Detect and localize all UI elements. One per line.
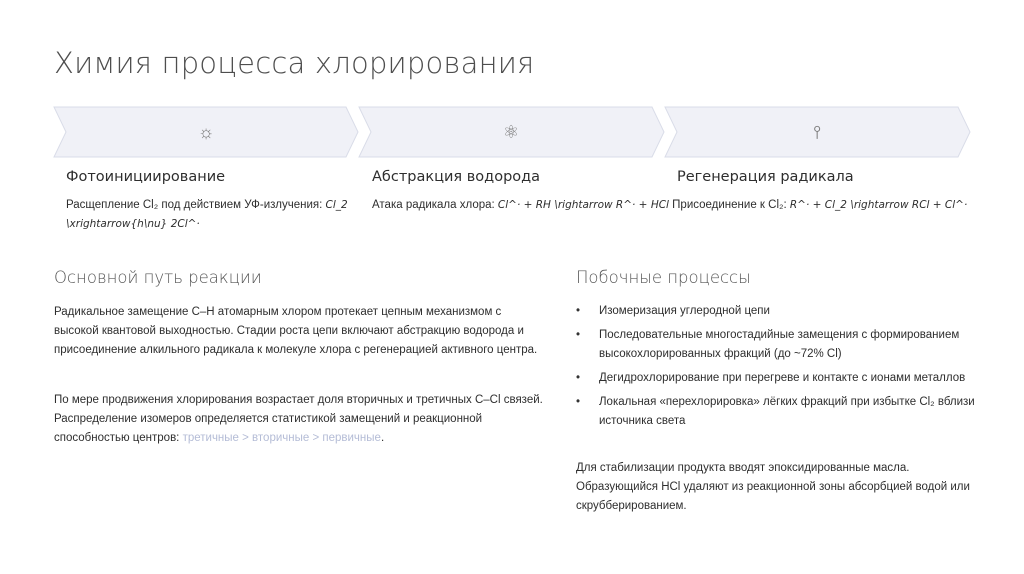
page-title: Химия процесса хлорирования bbox=[54, 46, 535, 80]
stabilization-note: Для стабилизации продукта вводят эпоксидированные масла. Образующийся HCl удаляют из реакционной зоны абсорбцией водой или скрубберированием. bbox=[576, 462, 970, 512]
list-item: • Локальная «перехлорировка» лёгких фракций при избытке Cl₂ вблизи источника света bbox=[576, 393, 976, 431]
reagent-icon: ⫯ bbox=[813, 122, 821, 142]
step-2-formula-2: R^· + Cl_2 \rightarrow RCl + Cl^· bbox=[789, 199, 968, 211]
list-item: • Дегидрохлорирование при перегреве и контакте с ионами металлов bbox=[576, 369, 976, 388]
main-path-paragraph-2 bbox=[54, 391, 544, 448]
step-1-desc-text: Расщепление Cl₂ под действием УФ-излучения: bbox=[66, 199, 326, 211]
step-3-title: Регенерация радикала bbox=[677, 169, 854, 185]
step-2-title: Абстракция водорода bbox=[372, 169, 541, 185]
main-path-p2-end: . bbox=[380, 432, 385, 444]
process-steps-bar bbox=[0, 106, 1024, 158]
step-2-desc-text: Атака радикала хлора: bbox=[372, 199, 498, 211]
list-item: • Изомеризация углеродной цепи bbox=[576, 302, 976, 321]
step-2-formula: Cl^· + RH \rightarrow R^· + HCl bbox=[497, 199, 669, 211]
step-2-desc-text-2: Присоединение к Cl₂: bbox=[668, 199, 790, 211]
step-1-title: Фотоинициирование bbox=[66, 169, 226, 185]
main-path-p2-text: По мере продвижения хлорирования возрастает доля вторичных и третичных C–Cl связей. Распределение изомеров определяется статистикой замещений и реакционной способностью центров: bbox=[54, 394, 543, 444]
atom-icon: ⚛ bbox=[502, 122, 520, 142]
reactivity-order-highlight: третичные > вторичные > первичные bbox=[182, 432, 381, 444]
list-item: • Последовательные многостадийные замещения с формированием высокохлорированных фракций (до ~72% Cl) bbox=[576, 326, 976, 364]
main-path-heading: Основной путь реакции bbox=[54, 268, 262, 287]
step-1-description bbox=[66, 196, 356, 234]
sun-icon: ☼ bbox=[197, 122, 215, 142]
side-processes-list bbox=[576, 302, 976, 436]
step-2-description bbox=[372, 196, 992, 215]
side-processes-heading: Побочные процессы bbox=[576, 268, 751, 287]
main-path-paragraph-1: Радикальное замещение C–H атомарным хлором протекает цепным механизмом с высокой квантовой выходностью. Стадии роста цепи включают абстракцию водорода и присоединение алкильного радикала к молекуле хлора с регенерацией активного центра. bbox=[54, 306, 538, 356]
step-1-formula: Cl_2 \xrightarrow{h\nu} 2Cl^· bbox=[66, 199, 348, 230]
